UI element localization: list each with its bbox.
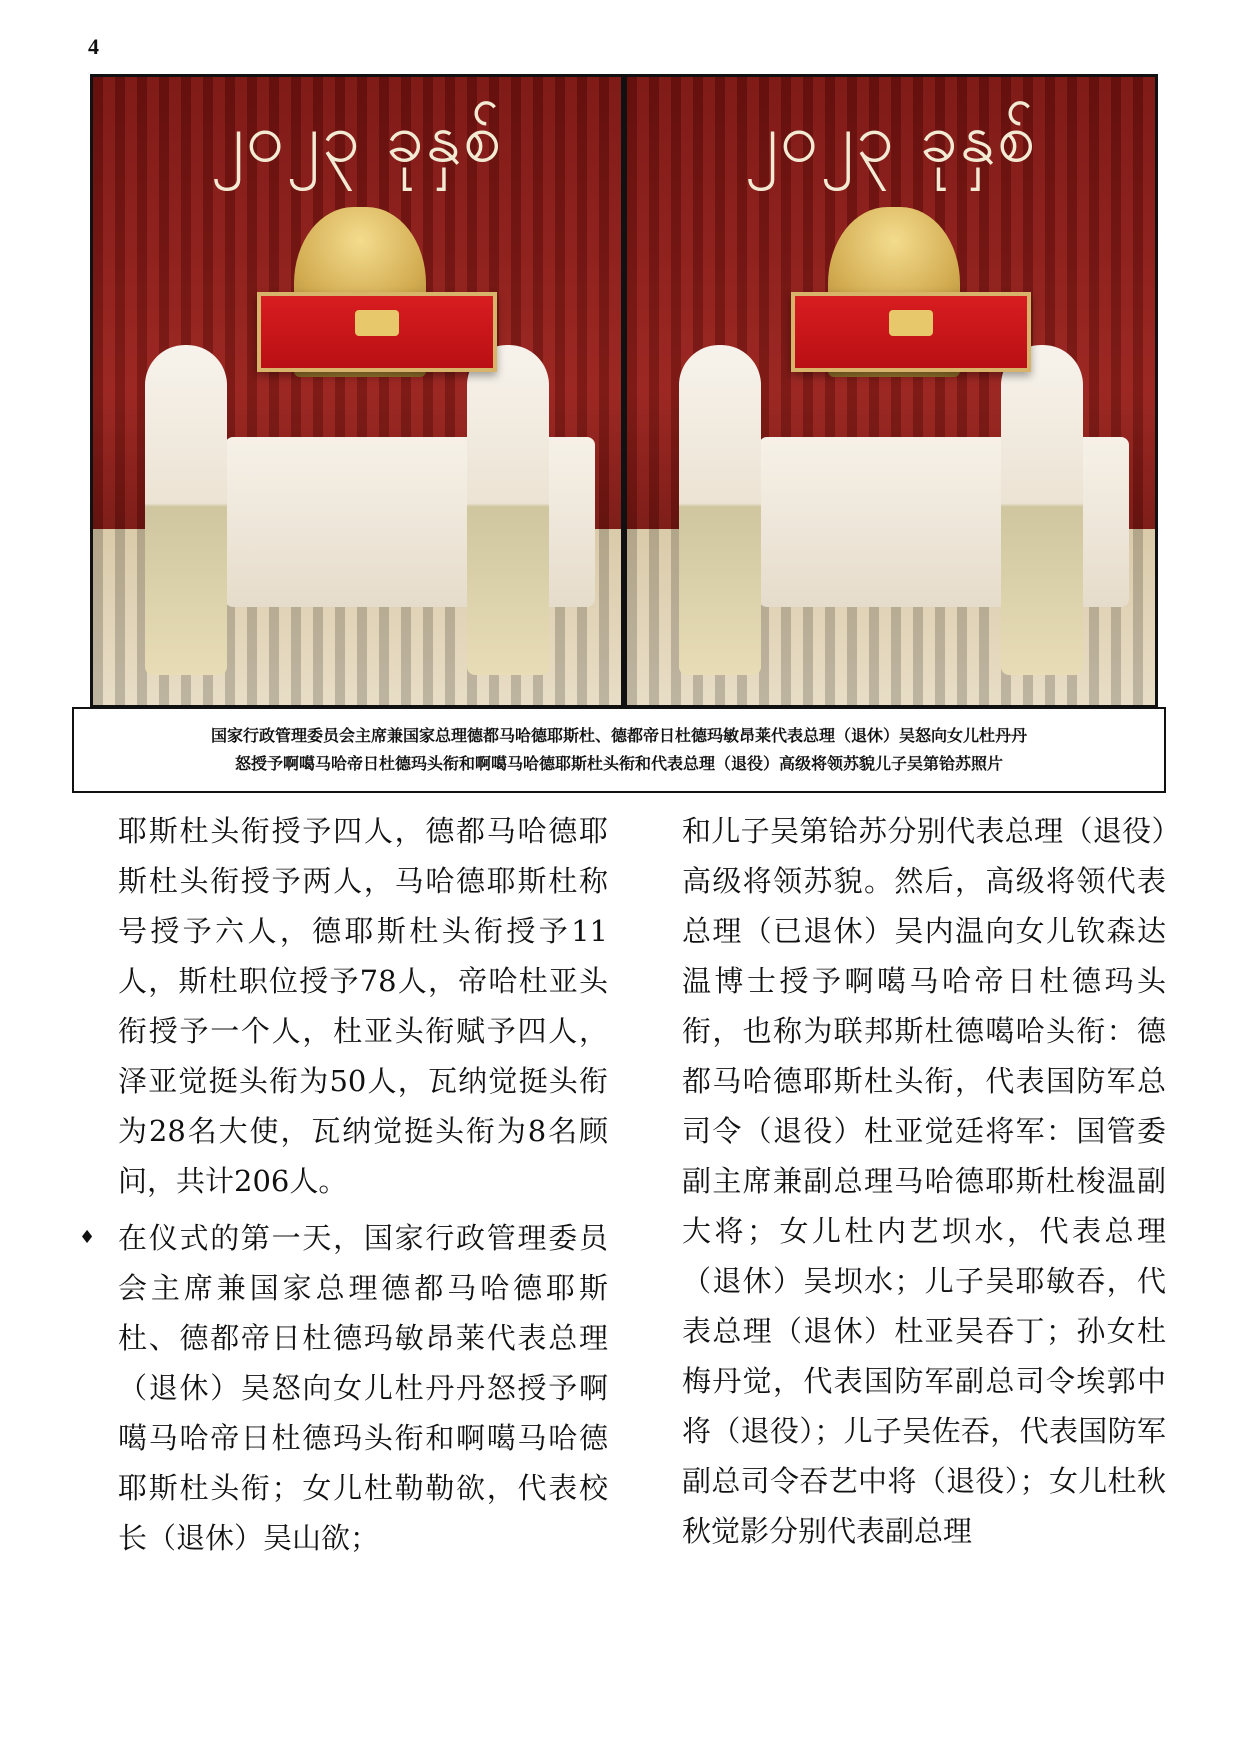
photo-caption: [72, 707, 1166, 793]
award-box-left: [257, 292, 497, 372]
stage-banner-left: ၂၀၂၃ ခုနှစ်: [210, 99, 504, 178]
left-paragraph-1: 耶斯杜头衔授予四人，德都马哈德耶斯杜头衔授予两人，马哈德耶斯杜称号授予六人，德耶斯杜头衔授予11人，斯杜职位授予78人，帝哈杜亚头衔授予一个人，杜亚头衔赋予四人，泽亚觉挺头衔为50人，瓦纳觉挺头衔为28名大使，瓦纳觉挺头衔为8名顾问，共计206人。: [118, 814, 608, 1198]
presenter-figure-right: [1001, 345, 1083, 675]
left-paragraph-2: 在仪式的第一天，国家行政管理委员会主席兼国家总理德都马哈德耶斯杜、德都帝日杜德玛敏昂莱代表总理（退休）吴怒向女儿杜丹丹怒授予啊噶马哈帝日杜德玛头衔和啊噶马哈德耶斯杜头衔；女儿杜勒勒欲，代表校长（退休）吴山欲；: [118, 1221, 608, 1555]
stage-banner-right: ၂၀၂၃ ခုနှစ်: [744, 99, 1038, 178]
award-box-seal-icon: [889, 310, 933, 336]
right-paragraph-1: 和儿子吴第铪苏分别代表总理（退役）高级将领苏貌。然后，高级将领代表总理（已退休）吴内温向女儿钦森达温博士授予啊噶马哈帝日杜德玛头衔，也称为联邦斯杜德噶哈头衔：德都马哈德耶斯杜头衔，代表国防军总司令（退役）杜亚觉廷将军：国管委副主席兼副总理马哈德耶斯杜梭温副大将；女儿杜内艺坝水，代表总理（退休）吴坝水；儿子吴耶敏吞，代表总理（退休）杜亚吴吞丁；孙女杜梅丹觉，代表国防军副总司令埃郭中将（退役）；儿子吴佐吞，代表国防军副总司令吞艺中将（退役）；女儿杜秋秋觉影分别代表副总理: [682, 814, 1166, 1548]
recipient-figure-left: [145, 345, 227, 675]
caption-line-1: 国家行政管理委员会主席兼国家总理德都马哈德耶斯杜、德都帝日杜德玛敏昂莱代表总理（退休）吴怒向女儿杜丹丹: [210, 726, 1027, 745]
bullet-paragraph: [79, 1213, 608, 1563]
left-text-column: [79, 806, 608, 1563]
award-photo-left: [93, 77, 621, 705]
award-box-seal-icon: [355, 310, 399, 336]
right-text-column: [682, 806, 1166, 1556]
recipient-figure-right: [679, 345, 761, 675]
page-number: 4: [88, 34, 99, 59]
presenter-figure-left: [467, 345, 549, 675]
award-photo-right: [627, 77, 1155, 705]
diamond-bullet-icon: ♦: [79, 1227, 96, 1248]
caption-line-2: 怒授予啊噶马哈帝日杜德玛头衔和啊噶马哈德耶斯杜头衔和代表总理（退役）高级将领苏貌儿子吴第铪苏照片: [234, 754, 1003, 773]
award-photo-collage: [90, 74, 1158, 708]
award-box-right: [791, 292, 1031, 372]
